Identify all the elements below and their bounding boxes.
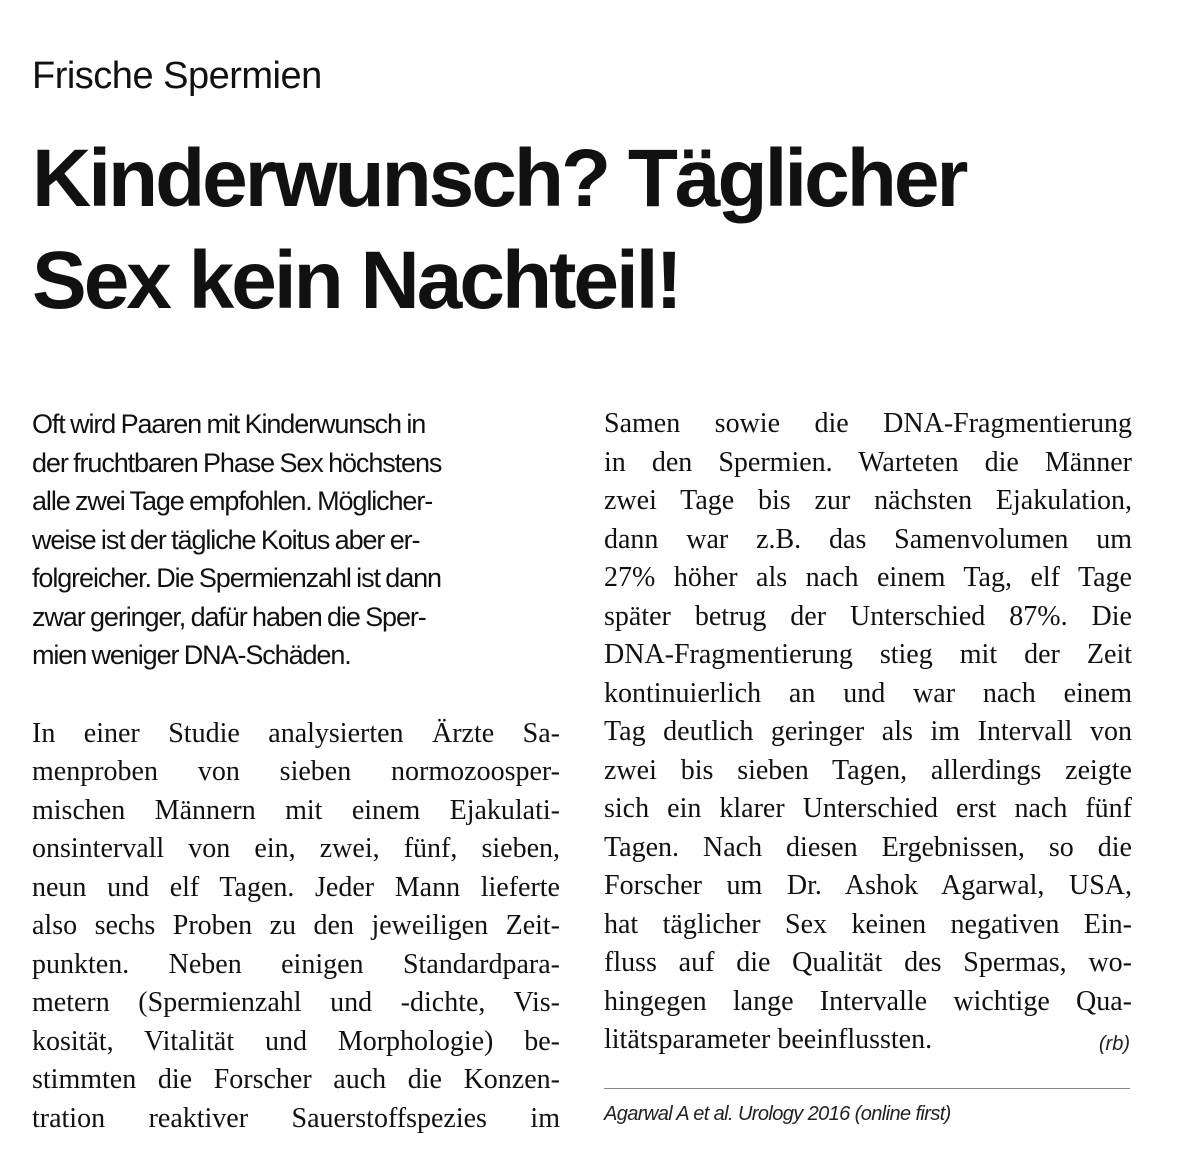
- body-line: zwei Tage bis zur nächsten Ejakulation,: [604, 485, 1132, 516]
- body-line: metern (Spermienzahl und -dichte, Vis-: [32, 987, 560, 1018]
- body-line: dann war z.B. das Samenvolumen um: [604, 523, 1132, 555]
- body-line: In einer Studie analysierten Ärzte Sa-: [32, 717, 560, 749]
- lead-paragraph: [32, 405, 560, 675]
- body-line: 27% höher als nach einem Tag, elf Tage: [604, 562, 1132, 593]
- reference-divider: [604, 1088, 1130, 1089]
- body-line: DNA-Fragmentierung stieg mit der Zeit: [604, 639, 1132, 670]
- body-line: litätsparameter beeinflussten.: [604, 1024, 933, 1055]
- body-line: Tag deutlich geringer als im Intervall von: [604, 716, 1132, 747]
- body-line: punkten. Neben einigen Standardpara-: [32, 948, 560, 980]
- body-line: neun und elf Tagen. Jeder Mann lieferte: [32, 871, 560, 903]
- lead-line: folgreicher. Die Spermienzahl ist dann: [32, 563, 441, 593]
- body-line: fluss auf die Qualität des Spermas, wo-: [604, 947, 1132, 978]
- body-line: kosität, Vitalität und Morphologie) be-: [32, 1025, 560, 1057]
- right-column: [604, 405, 1132, 1126]
- headline-line: Kinderwunsch? Täglicher: [32, 133, 966, 224]
- body-line: tration reaktiver Sauerstoffspezies im: [32, 1102, 560, 1134]
- body-line: Forscher um Dr. Ashok Agarwal, USA,: [604, 870, 1132, 901]
- body-line: Tagen. Nach diesen Ergebnissen, so die: [604, 831, 1132, 863]
- article-kicker: Frische Spermien: [32, 55, 322, 97]
- lead-line: alle zwei Tage empfohlen. Möglicher-: [32, 486, 433, 516]
- body-line: Samen sowie die DNA-Fragmentierung: [604, 408, 1132, 439]
- lead-line: zwar geringer, dafür haben die Sper-: [32, 601, 426, 632]
- lead-line: der fruchtbaren Phase Sex höchstens: [32, 447, 442, 478]
- body-line: menproben von sieben normozoosper-: [32, 756, 560, 787]
- lead-line: mien weniger DNA-Schäden.: [32, 640, 351, 670]
- body-line: sich ein klarer Unterschied erst nach fünf: [604, 793, 1132, 824]
- body-last-line: [604, 1021, 1132, 1060]
- body-line: zwei bis sieben Tagen, allerdings zeigte: [604, 754, 1132, 786]
- body-line: onsintervall von ein, zwei, fünf, sieben,: [32, 833, 560, 864]
- body-line: später betrug der Unterschied 87%. Die: [604, 600, 1132, 632]
- literature-reference: Agarwal A et al. Urology 2016 (online first): [604, 1102, 951, 1125]
- author-signature: (rb): [1098, 1033, 1130, 1055]
- article-headline: [32, 128, 1152, 332]
- headline-line: Sex kein Nachteil!: [32, 235, 680, 326]
- body-line: hat täglicher Sex keinen negativen Ein-: [604, 908, 1132, 940]
- body-line: kontinuierlich an und war nach einem: [604, 677, 1132, 709]
- body-paragraph-left: [32, 715, 560, 1139]
- body-line: in den Spermien. Warteten die Männer: [604, 446, 1132, 478]
- left-column: [32, 405, 560, 1138]
- body-line: hingegen lange Intervalle wichtige Qua-: [604, 985, 1132, 1017]
- lead-line: Oft wird Paaren mit Kinderwunsch in: [32, 409, 426, 439]
- body-line: mischen Männern mit einem Ejakulati-: [32, 794, 560, 826]
- lead-line: weise ist der tägliche Koitus aber er-: [32, 524, 420, 555]
- body-line: stimmten die Forscher auch die Konzen-: [32, 1064, 560, 1095]
- body-paragraph-right: [604, 405, 1132, 1060]
- body-line: also sechs Proben zu den jeweiligen Zeit-: [32, 910, 560, 941]
